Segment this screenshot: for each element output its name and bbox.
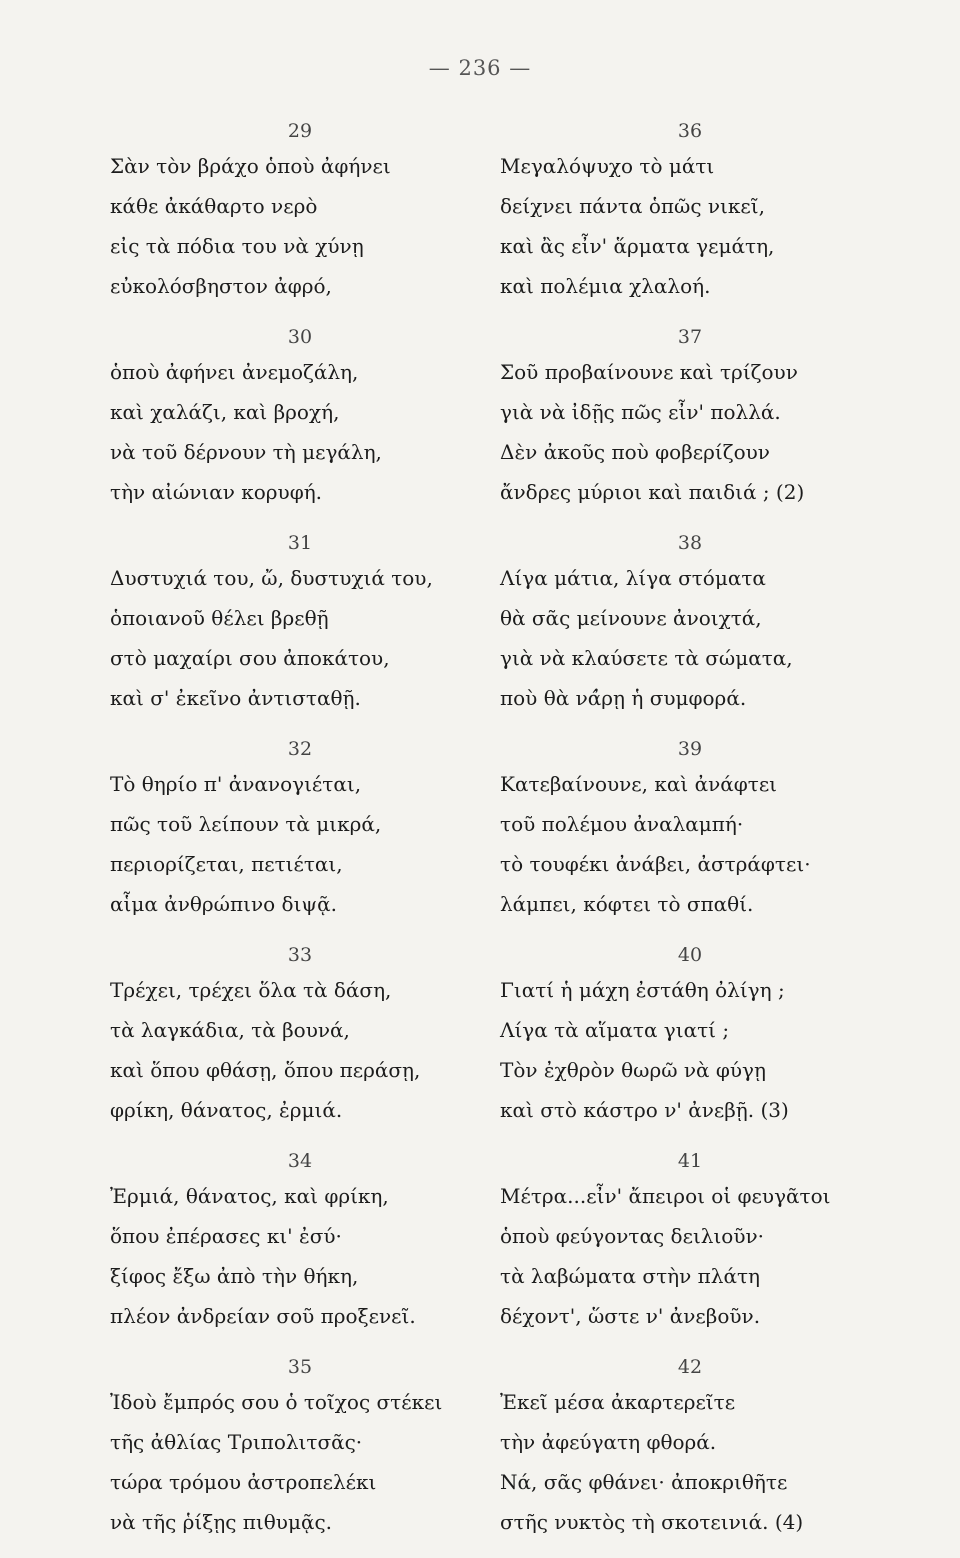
- verse-line: Λίγα τὰ αἵματα γιατί ;: [500, 1018, 730, 1042]
- stanza: [110, 322, 510, 528]
- stanza: [110, 1146, 510, 1352]
- verse-line: νὰ τοῦ δέρνουν τὴ μεγάλη,: [110, 440, 382, 464]
- verse-line: τώρα τρόμου ἀστροπελέκι: [110, 1470, 377, 1494]
- verse-line: ὁποιανοῦ θέλει βρεθῇ: [110, 606, 329, 630]
- verse-line: τὸ τουφέκι ἀνάβει, ἀστράφτει·: [500, 852, 811, 876]
- verse-line: Ἰδοὺ ἔμπρός σου ὁ τοῖχος στέκει: [110, 1390, 443, 1414]
- stanza-number: 29: [287, 120, 313, 142]
- verse-line: πλέον ἀνδρείαν σοῦ προξενεῖ.: [110, 1304, 416, 1328]
- verse-line: καὶ ἂς εἶν' ἅρματα γεμάτη,: [500, 234, 775, 258]
- stanza-number: 39: [677, 738, 703, 760]
- verse-line: δείχνει πάντα ὁπῶς νικεῖ,: [500, 194, 765, 218]
- stanza-number: 35: [287, 1356, 313, 1378]
- stanza-number: 36: [677, 120, 703, 142]
- verse-line: ξίφος ἔξω ἀπὸ τὴν θήκη,: [110, 1264, 359, 1288]
- stanza-number: 32: [287, 738, 313, 760]
- verse-line: νὰ τῆς ῥίξῃς πιθυμᾷς.: [110, 1510, 333, 1534]
- verse-line: Δυστυχιά του, ὤ, δυστυχιά του,: [110, 566, 433, 590]
- stanza: [110, 1352, 510, 1558]
- verse-line: καὶ στὸ κάστρο ν' ἀνεβῇ. (3): [500, 1098, 789, 1122]
- verse-line: Μέτρα...εἶν' ἄπειροι οἱ φευγᾶτοι: [500, 1184, 831, 1208]
- verse-line: αἷμα ἀνθρώπινο διψᾷ.: [110, 892, 337, 916]
- stanza: [110, 116, 510, 322]
- stanza: [500, 116, 900, 322]
- verse-line: καὶ χαλάζι, καὶ βροχή,: [110, 400, 340, 424]
- verse-line: Λίγα μάτια, λίγα στόματα: [500, 566, 766, 590]
- verse-line: κάθε ἀκάθαρτο νερὸ: [110, 194, 318, 218]
- verse-line: εἰς τὰ πόδια του νὰ χύνῃ: [110, 234, 364, 258]
- verse-line: καὶ πολέμια χλαλοή.: [500, 274, 711, 298]
- verse-line: λάμπει, κόφτει τὸ σπαθί.: [500, 892, 754, 916]
- verse-line: ποὺ θὰ νά̓ρῃ ἡ συμφορά.: [500, 686, 747, 710]
- stanza: [500, 734, 900, 940]
- page-number: — 236 —: [428, 56, 532, 80]
- stanza: [500, 1146, 900, 1352]
- verse-line: Κατεβαίνουνε, καὶ ἀνάφτει: [500, 772, 778, 796]
- stanza: [500, 322, 900, 528]
- stanza: [500, 528, 900, 734]
- verse-line: περιορίζεται, πετιέται,: [110, 852, 343, 876]
- verse-line: καὶ ὅπου φθάσῃ, ὅπου περάσῃ,: [110, 1058, 421, 1082]
- left-column: [110, 116, 510, 1558]
- verse-line: δέχοντ', ὥστε ν' ἀνεβοῦν.: [500, 1304, 761, 1328]
- stanza-number: 40: [677, 944, 703, 966]
- verse-line: τὴν ἀφεύγατη φθορά.: [500, 1430, 717, 1454]
- verse-line: Ἐκεῖ μέσα ἀκαρτερεῖτε: [500, 1390, 736, 1414]
- verse-line: ἄνδρες μύριοι καὶ παιδιά ; (2): [500, 480, 805, 504]
- verse-line: πῶς τοῦ λείπουν τὰ μικρά,: [110, 812, 382, 836]
- verse-line: Ἐρμιά, θάνατος, καὶ φρίκη,: [110, 1184, 389, 1208]
- verse-line: ὁποὺ ἀφήνει ἀνεμοζάλη,: [110, 360, 359, 384]
- stanza: [500, 940, 900, 1146]
- verse-line: Τρέχει, τρέχει ὅλα τὰ δάση,: [110, 978, 392, 1002]
- verse-line: Σοῦ προβαίνουνε καὶ τρίζουν: [500, 360, 798, 384]
- verse-line: Δὲν ἀκοῦς ποὺ φοβερίζουν: [500, 440, 770, 464]
- stanza-number: 38: [677, 532, 703, 554]
- right-column: [500, 116, 900, 1558]
- verse-line: Γιατί ἡ μάχη ἐστάθη ὀλίγη ;: [500, 978, 785, 1002]
- verse-line: θὰ σᾶς μείνουνε ἀνοιχτά,: [500, 606, 762, 630]
- stanza-number: 41: [677, 1150, 703, 1172]
- stanza: [500, 1352, 900, 1558]
- stanza: [110, 940, 510, 1146]
- verse-line: γιὰ νὰ κλαύσετε τὰ σώματα,: [500, 646, 793, 670]
- stanza-number: 31: [287, 532, 313, 554]
- verse-line: Σὰν τὸν βράχο ὁποὺ ἀφήνει: [110, 154, 391, 178]
- verse-line: τὰ λαγκάδια, τὰ βουνά,: [110, 1018, 350, 1042]
- stanza-number: 30: [287, 326, 313, 348]
- stanza: [110, 734, 510, 940]
- verse-line: ὅπου ἐπέρασες κι' ἐσύ·: [110, 1224, 342, 1248]
- verse-line: τοῦ πολέμου ἀναλαμπή·: [500, 812, 744, 836]
- verse-line: τὴν αἰώνιαν κορυφή.: [110, 480, 323, 504]
- verse-line: φρίκη, θάνατος, ἐρμιά.: [110, 1098, 343, 1122]
- verse-line: καὶ σ' ἐκεῖνο ἀντισταθῇ.: [110, 686, 361, 710]
- stanza-number: 34: [287, 1150, 313, 1172]
- stanza: [110, 528, 510, 734]
- verse-line: Τὸ θηρίο π' ἀνανογιέται,: [110, 772, 362, 796]
- stanza-number: 37: [677, 326, 703, 348]
- verse-line: Νά, σᾶς φθάνει· ἀποκριθῆτε: [500, 1470, 788, 1494]
- verse-line: Τὸν ἐχθρὸν θωρῶ νὰ φύγῃ: [500, 1058, 766, 1082]
- stanza-number: 42: [677, 1356, 703, 1378]
- stanza-number: 33: [287, 944, 313, 966]
- verse-line: τὰ λαβώματα στὴν πλάτη: [500, 1264, 760, 1288]
- verse-line: γιὰ νὰ ἰδῇς πῶς εἶν' πολλά.: [500, 400, 781, 424]
- verse-line: τῆς ἀθλίας Τριπολιτσᾶς·: [110, 1430, 363, 1454]
- verse-line: ὁποὺ φεύγοντας δειλιοῦν·: [500, 1224, 765, 1248]
- verse-line: στῆς νυκτὸς τὴ σκοτεινιά. (4): [500, 1510, 804, 1534]
- verse-line: Μεγαλόψυχο τὸ μάτι: [500, 154, 715, 178]
- verse-line: εὐκολόσβηστον ἀφρό,: [110, 274, 332, 298]
- verse-line: στὸ μαχαίρι σου ἀποκάτου,: [110, 646, 390, 670]
